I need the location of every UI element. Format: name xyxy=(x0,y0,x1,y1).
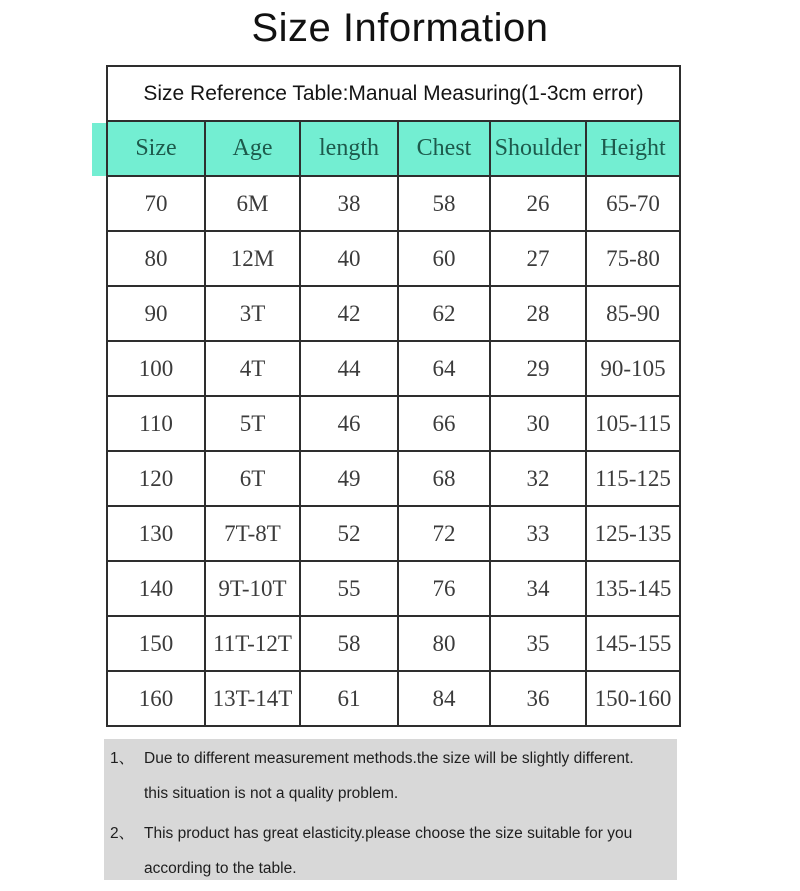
table-cell: 150-160 xyxy=(586,671,680,726)
table-row xyxy=(107,176,680,231)
table-row xyxy=(107,286,680,341)
table-cell: 11T-12T xyxy=(205,616,300,671)
table-cell: 80 xyxy=(398,616,490,671)
table-cell: 6M xyxy=(205,176,300,231)
table-cell: 42 xyxy=(300,286,398,341)
table-cell: 49 xyxy=(300,451,398,506)
table-cell: 120 xyxy=(107,451,205,506)
table-cell: 84 xyxy=(398,671,490,726)
column-header-age: Age xyxy=(205,121,300,176)
table-cell: 12M xyxy=(205,231,300,286)
table-cell: 64 xyxy=(398,341,490,396)
table-cell: 44 xyxy=(300,341,398,396)
table-cell: 115-125 xyxy=(586,451,680,506)
table-cell: 58 xyxy=(300,616,398,671)
table-cell: 61 xyxy=(300,671,398,726)
column-header-size: Size xyxy=(107,121,205,176)
table-cell: 30 xyxy=(490,396,586,451)
table-cell: 62 xyxy=(398,286,490,341)
table-cell: 3T xyxy=(205,286,300,341)
table-cell: 40 xyxy=(300,231,398,286)
table-cell: 68 xyxy=(398,451,490,506)
table-cell: 76 xyxy=(398,561,490,616)
table-row xyxy=(107,506,680,561)
table-cell: 46 xyxy=(300,396,398,451)
note-line xyxy=(104,816,677,851)
table-cell: 75-80 xyxy=(586,231,680,286)
table-cell: 150 xyxy=(107,616,205,671)
table-cell: 85-90 xyxy=(586,286,680,341)
size-reference-table xyxy=(106,65,681,727)
table-header-row xyxy=(107,121,680,176)
note-line xyxy=(104,741,677,776)
table-cell: 26 xyxy=(490,176,586,231)
table-row xyxy=(107,616,680,671)
table-cell: 55 xyxy=(300,561,398,616)
table-cell: 6T xyxy=(205,451,300,506)
table-cell: 58 xyxy=(398,176,490,231)
table-cell: 29 xyxy=(490,341,586,396)
table-cell: 135-145 xyxy=(586,561,680,616)
column-header-shoulder: Shoulder xyxy=(490,121,586,176)
table-cell: 27 xyxy=(490,231,586,286)
table-cell: 90 xyxy=(107,286,205,341)
table-cell: 33 xyxy=(490,506,586,561)
note-number: 1、 xyxy=(110,750,135,767)
table-cell: 34 xyxy=(490,561,586,616)
table-cell: 100 xyxy=(107,341,205,396)
table-cell: 32 xyxy=(490,451,586,506)
note-number: 2、 xyxy=(110,825,135,842)
table-cell: 36 xyxy=(490,671,586,726)
table-row xyxy=(107,561,680,616)
note-text: this situation is not a quality problem. xyxy=(144,785,399,802)
table-row xyxy=(107,341,680,396)
table-cell: 105-115 xyxy=(586,396,680,451)
table-row xyxy=(107,231,680,286)
table-cell: 65-70 xyxy=(586,176,680,231)
column-header-chest: Chest xyxy=(398,121,490,176)
table-cell: 60 xyxy=(398,231,490,286)
column-header-height: Height xyxy=(586,121,680,176)
table-cell: 5T xyxy=(205,396,300,451)
note-text: according to the table. xyxy=(144,860,297,877)
table-cell: 125-135 xyxy=(586,506,680,561)
table-cell: 130 xyxy=(107,506,205,561)
table-cell: 9T-10T xyxy=(205,561,300,616)
table-cell: 70 xyxy=(107,176,205,231)
table-cell: 140 xyxy=(107,561,205,616)
page-title: Size Information xyxy=(251,6,549,50)
table-cell: 80 xyxy=(107,231,205,286)
table-row xyxy=(107,671,680,726)
table-cell: 13T-14T xyxy=(205,671,300,726)
note-text: This product has great elasticity.please choose the size suitable for you xyxy=(144,825,633,842)
notes-panel xyxy=(104,739,677,880)
table-cell: 4T xyxy=(205,341,300,396)
note-text: Due to different measurement methods.the size will be slightly different. xyxy=(144,750,634,767)
table-caption-row xyxy=(107,66,680,121)
table-caption: Size Reference Table:Manual Measuring(1-3cm error) xyxy=(107,66,680,121)
table-cell: 90-105 xyxy=(586,341,680,396)
table-cell: 72 xyxy=(398,506,490,561)
table-row xyxy=(107,396,680,451)
table-cell: 28 xyxy=(490,286,586,341)
table-cell: 7T-8T xyxy=(205,506,300,561)
table-cell: 35 xyxy=(490,616,586,671)
table-cell: 52 xyxy=(300,506,398,561)
table-row xyxy=(107,451,680,506)
table-cell: 38 xyxy=(300,176,398,231)
table-cell: 160 xyxy=(107,671,205,726)
column-header-length: length xyxy=(300,121,398,176)
table-cell: 66 xyxy=(398,396,490,451)
table-cell: 145-155 xyxy=(586,616,680,671)
table-cell: 110 xyxy=(107,396,205,451)
